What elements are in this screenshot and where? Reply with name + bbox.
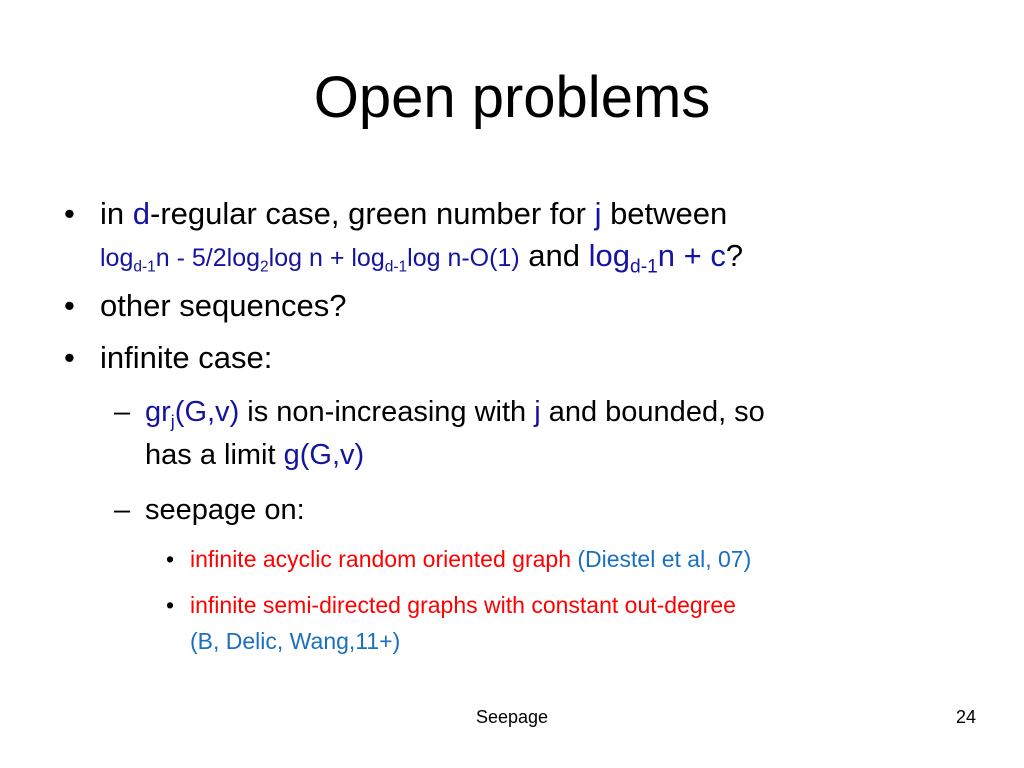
bullet-1-line-1	[100, 196, 727, 232]
bullet-marker: •	[64, 340, 75, 375]
text: in	[100, 196, 133, 231]
red-text: infinite acyclic random oriented graph	[190, 546, 571, 572]
citation: (Diestel et al, 07)	[570, 546, 752, 572]
sub-bullet-2: seepage on:	[145, 494, 305, 526]
math-upper-bound: $\log_{d-1}n + c$	[588, 238, 726, 278]
math-grj: $gr_j(G,v)$	[145, 396, 240, 432]
slide-title: Open problems	[313, 65, 711, 130]
text: is non-increasing with	[239, 396, 535, 428]
sub-bullet-1-line-2	[145, 438, 364, 472]
bullet-marker: •	[166, 592, 175, 618]
math-j: j	[534, 396, 541, 428]
sub-sub-bullet-1	[190, 545, 751, 573]
sub-sub-bullet-2-line-1: infinite semi-directed graphs with constant out-degree	[190, 592, 736, 618]
math-g: g(G,v)	[283, 439, 365, 471]
math-d: d	[132, 196, 150, 231]
text: -regular case, green number for	[150, 196, 595, 231]
text: between	[601, 196, 728, 231]
text: has a limit	[145, 439, 284, 471]
bullet-2: other sequences?	[100, 288, 347, 323]
footer-title: Seepage	[475, 707, 549, 727]
dash-marker: –	[114, 494, 131, 526]
text: and	[519, 238, 589, 273]
math-j: j	[594, 196, 602, 231]
bullet-3: infinite case:	[100, 340, 273, 375]
sub-sub-bullet-2-citation: (B, Delic, Wang,11+)	[190, 628, 401, 654]
bullet-marker: •	[166, 546, 175, 572]
sub-bullet-1-line-1	[145, 395, 765, 432]
bullet-marker: •	[64, 196, 75, 231]
page-number: 24	[955, 707, 976, 727]
bullet-1-line-2	[100, 238, 743, 276]
text: and bounded, so	[540, 396, 765, 428]
bullet-marker: •	[64, 288, 75, 323]
text: ?	[725, 238, 744, 273]
math-lower-bound: $\log_{d-1}n - 5/2\log_2\log$ $n + \log_{d-1}\log$ n-O(1)	[100, 244, 520, 276]
dash-marker: –	[114, 396, 131, 428]
